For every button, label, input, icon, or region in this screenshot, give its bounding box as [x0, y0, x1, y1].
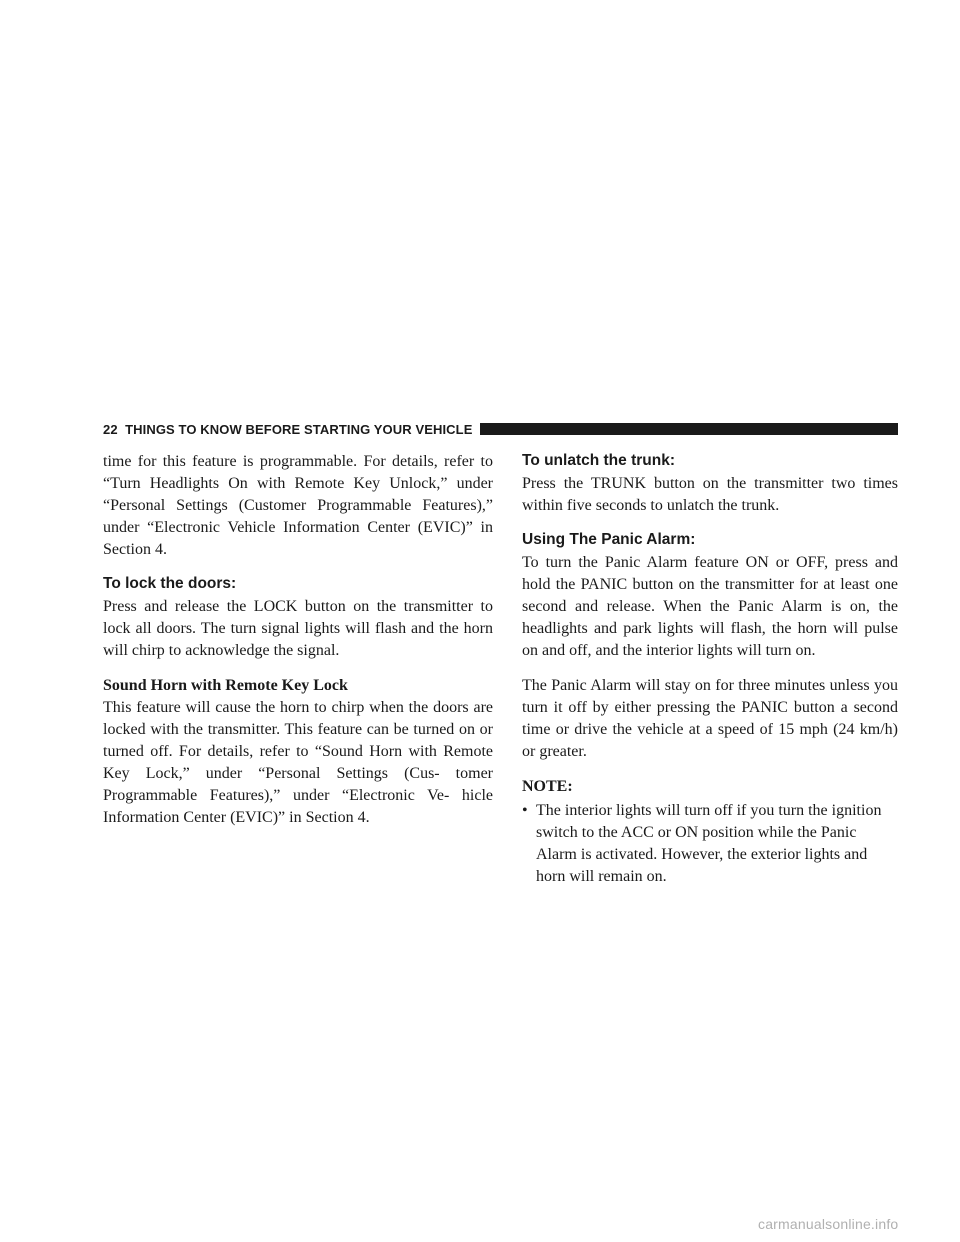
panic-alarm-paragraph-1: To turn the Panic Alarm feature ON or OFF, press and hold the PANIC button on the transmitter for at least one second and release. When the Panic Alarm is on, the headlights and park lights will flash, the horn will pulse on and off, and the interior lights will turn on. — [522, 554, 898, 659]
sound-horn-paragraph: This feature will cause the horn to chirp when the doors are locked with the transmitter. This feature can be turned on or turned off. For details, refer to “Sound Horn with Remote Key Lock,” under “Personal Settings (Cus- tomer Programmable Features),” under “Electronic Ve- hicle Information Center (EVIC)” in Section 4. — [103, 699, 493, 826]
left-column — [103, 451, 493, 842]
unlatch-trunk-heading: To unlatch the trunk: — [522, 452, 675, 469]
unlatch-trunk-paragraph: Press the TRUNK button on the transmitter two times within five seconds to unlatch the trunk. — [522, 475, 898, 514]
bullet-icon: • — [522, 802, 528, 819]
sound-horn-heading: Sound Horn with Remote Key Lock — [103, 677, 348, 694]
watermark: carmanualsonline.info — [758, 1216, 899, 1232]
header-text — [103, 422, 472, 437]
page-header — [103, 420, 898, 438]
page-number: 22 — [103, 421, 118, 437]
note-bullet-item — [522, 800, 898, 888]
note-label: NOTE: — [522, 778, 573, 795]
panic-alarm-heading: Using The Panic Alarm: — [522, 531, 696, 548]
intro-paragraph: time for this feature is programmable. For details, refer to “Turn Headlights On with Remote Key Unlock,” under “Personal Settings (Customer Programmable Features),” under “Electronic Vehicle Information Center (EVIC)” in Section 4. — [103, 453, 493, 558]
lock-doors-heading: To lock the doors: — [103, 575, 237, 592]
header-rule — [480, 423, 898, 435]
lock-doors-paragraph: Press and release the LOCK button on the transmitter to lock all doors. The turn signal lights will flash and the horn will chirp to acknowledge the signal. — [103, 598, 493, 659]
panic-alarm-paragraph-2: The Panic Alarm will stay on for three minutes unless you turn it off by either pressing the PANIC button a second time or drive the vehicle at a speed of 15 mph (24 km/h) or greater. — [522, 677, 898, 760]
note-bullet-text: The interior lights will turn off if you turn the ignition switch to the ACC or ON position while the Panic Alarm is activated. However, the exterior lights and horn will remain on. — [536, 802, 882, 885]
right-column — [522, 451, 898, 888]
section-title: THINGS TO KNOW BEFORE STARTING YOUR VEHICLE — [125, 421, 473, 437]
